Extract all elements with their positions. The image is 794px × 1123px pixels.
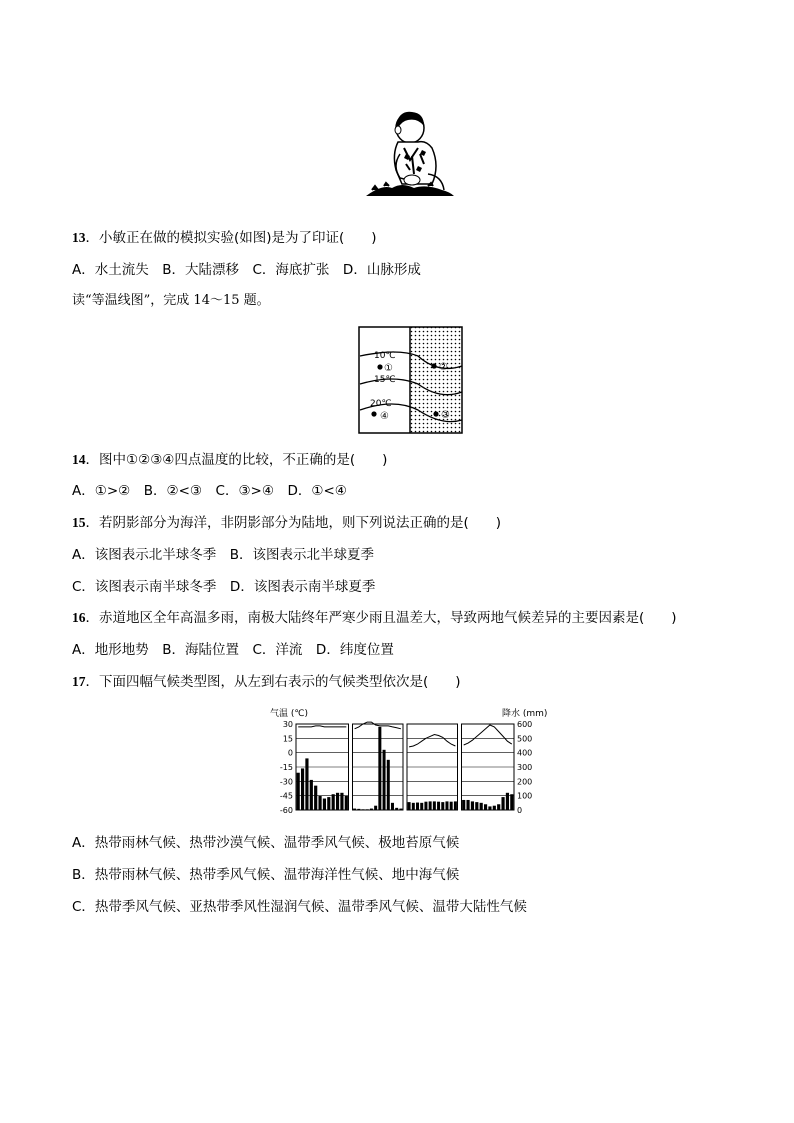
precip-bar — [497, 804, 500, 810]
point-2: ② — [439, 362, 448, 373]
question-16 — [72, 609, 677, 627]
precip-bar — [471, 801, 474, 810]
temp-tick-label: 30 — [282, 720, 293, 729]
precip-bar — [493, 806, 496, 810]
precip-bar — [424, 802, 427, 810]
question-17-option-b: B．热带雨林气候、热带季风气候、温带海洋性气候、地中海气候 — [72, 867, 460, 883]
climate-panel-4 — [462, 724, 515, 810]
precip-bar — [412, 803, 415, 810]
precip-bar — [488, 806, 491, 810]
question-text: ．赤道地区全年高温多雨，南极大陆终年严寒少雨且温差大，导致两地气候差异的主要因素是( ) — [85, 610, 677, 626]
precip-bar — [301, 768, 304, 810]
question-15 — [72, 514, 501, 532]
question-number: 13 — [72, 230, 86, 245]
precip-ticks — [517, 720, 532, 815]
question-number: 17 — [72, 674, 86, 689]
temp-tick-label: 0 — [287, 748, 293, 758]
precip-tick-label: 300 — [517, 763, 533, 772]
point-1: ① — [384, 363, 393, 374]
question-text: ．若阴影部分为海洋，非阴影部分为陆地，则下列说法正确的是( ) — [85, 515, 502, 531]
temp-tick-label: -15 — [279, 763, 293, 772]
temp-tick-label: 15 — [282, 734, 293, 744]
temp-tick-label: -45 — [279, 791, 293, 801]
precip-bar — [441, 802, 444, 810]
precip-bar — [374, 806, 377, 810]
precip-bar — [433, 801, 436, 810]
precip-axis-label: 降水 (mm) — [502, 709, 548, 719]
precip-bar — [314, 786, 317, 810]
precip-bar — [450, 802, 453, 810]
precip-bar — [475, 802, 478, 810]
point-3: ③ — [441, 410, 450, 421]
precip-bar — [510, 794, 513, 810]
climate-charts — [268, 704, 558, 816]
precip-bar — [378, 727, 381, 810]
precip-bar — [336, 793, 339, 810]
question-13-options: A．水土流失 B．大陆漂移 C．海底扩张 D．山脉形成 — [72, 262, 421, 278]
precip-tick-label: 200 — [517, 777, 533, 787]
temp-axis-label: 气温 (℃) — [270, 709, 308, 719]
precip-bar — [323, 799, 326, 810]
precip-bar — [345, 796, 348, 810]
question-text: ．图中①②③④四点温度的比较，不正确的是( ) — [85, 452, 388, 468]
precip-bar — [327, 797, 330, 810]
temp-tick-label: -30 — [279, 777, 293, 787]
precip-bar — [506, 793, 509, 810]
question-number: 15 — [72, 515, 86, 530]
precip-bar — [437, 802, 440, 810]
question-13 — [72, 229, 377, 247]
question-15-options-ab: A．该图表示北半球冬季 B．该图表示北半球夏季 — [72, 547, 374, 563]
isotherm-label-10: 10℃ — [374, 351, 396, 361]
temp-tick-label: -60 — [279, 806, 293, 815]
precip-bar — [466, 800, 469, 810]
climate-panel-1 — [296, 724, 349, 810]
climate-panels — [296, 722, 514, 810]
precip-bar — [501, 797, 504, 810]
precip-bar — [305, 758, 308, 810]
question-number: 14 — [72, 452, 86, 467]
precip-bar — [362, 809, 365, 810]
precip-tick-label: 0 — [517, 806, 523, 815]
precip-bar — [408, 802, 411, 810]
temp-ticks — [280, 720, 293, 815]
question-text: ．小敏正在做的模拟实验(如图)是为了印证( ) — [85, 230, 377, 246]
question-14-options: A．①>② B．②<③ C．③>④ D．①<④ — [72, 483, 347, 499]
precip-bar — [395, 808, 398, 810]
precip-bar — [391, 803, 394, 810]
question-17 — [72, 673, 461, 691]
isotherm-label-20: 20℃ — [370, 399, 392, 409]
climate-panel-2 — [353, 722, 404, 810]
precip-bar — [429, 801, 432, 810]
precip-bar — [420, 803, 423, 810]
precip-bar — [357, 809, 360, 810]
precip-bar — [480, 803, 483, 810]
question-14 — [72, 451, 387, 469]
climate-panel-3 — [407, 724, 458, 810]
isotherm-label-15: 15℃ — [374, 375, 396, 385]
point-4: ④ — [380, 411, 389, 422]
question-17-option-c: C．热带季风气候、亚热带季风性湿润气候、温带季风气候、温带大陆性气候 — [72, 899, 527, 915]
precip-tick-label: 100 — [517, 791, 533, 801]
precip-bar — [399, 809, 402, 810]
question-number: 16 — [72, 610, 86, 625]
precip-tick-label: 600 — [517, 720, 533, 729]
precip-bar — [297, 773, 300, 810]
precip-bar — [462, 800, 465, 810]
question-16-options: A．地形地势 B．海陆位置 C．洋流 D．纬度位置 — [72, 642, 394, 658]
precip-bar — [383, 750, 386, 810]
instruction-text: 读“等温线图”，完成 14～15 题。 — [72, 293, 270, 308]
question-text: ．下面四幅气候类型图，从左到右表示的气候类型依次是( ) — [85, 674, 461, 690]
question-15-options-cd: C．该图表示南半球冬季 D．该图表示南半球夏季 — [72, 579, 376, 595]
precip-bar — [454, 801, 457, 810]
question-17-option-a: A．热带雨林气候、热带沙漠气候、温带季风气候、极地苔原气候 — [72, 835, 460, 851]
precip-bar — [445, 801, 448, 810]
precip-bar — [310, 780, 313, 810]
precip-bar — [484, 804, 487, 810]
precip-bar — [366, 809, 369, 810]
precip-bar — [318, 796, 321, 810]
experiment-illustration — [362, 104, 456, 200]
precip-bar — [332, 794, 335, 810]
precip-bar — [353, 809, 356, 810]
precip-tick-label: 500 — [517, 734, 533, 744]
precip-bar — [340, 793, 343, 810]
precip-bar — [387, 760, 390, 810]
precip-bar — [416, 803, 419, 810]
isotherm-map — [358, 326, 464, 434]
precip-bar — [370, 809, 373, 810]
precip-tick-label: 400 — [517, 748, 533, 758]
